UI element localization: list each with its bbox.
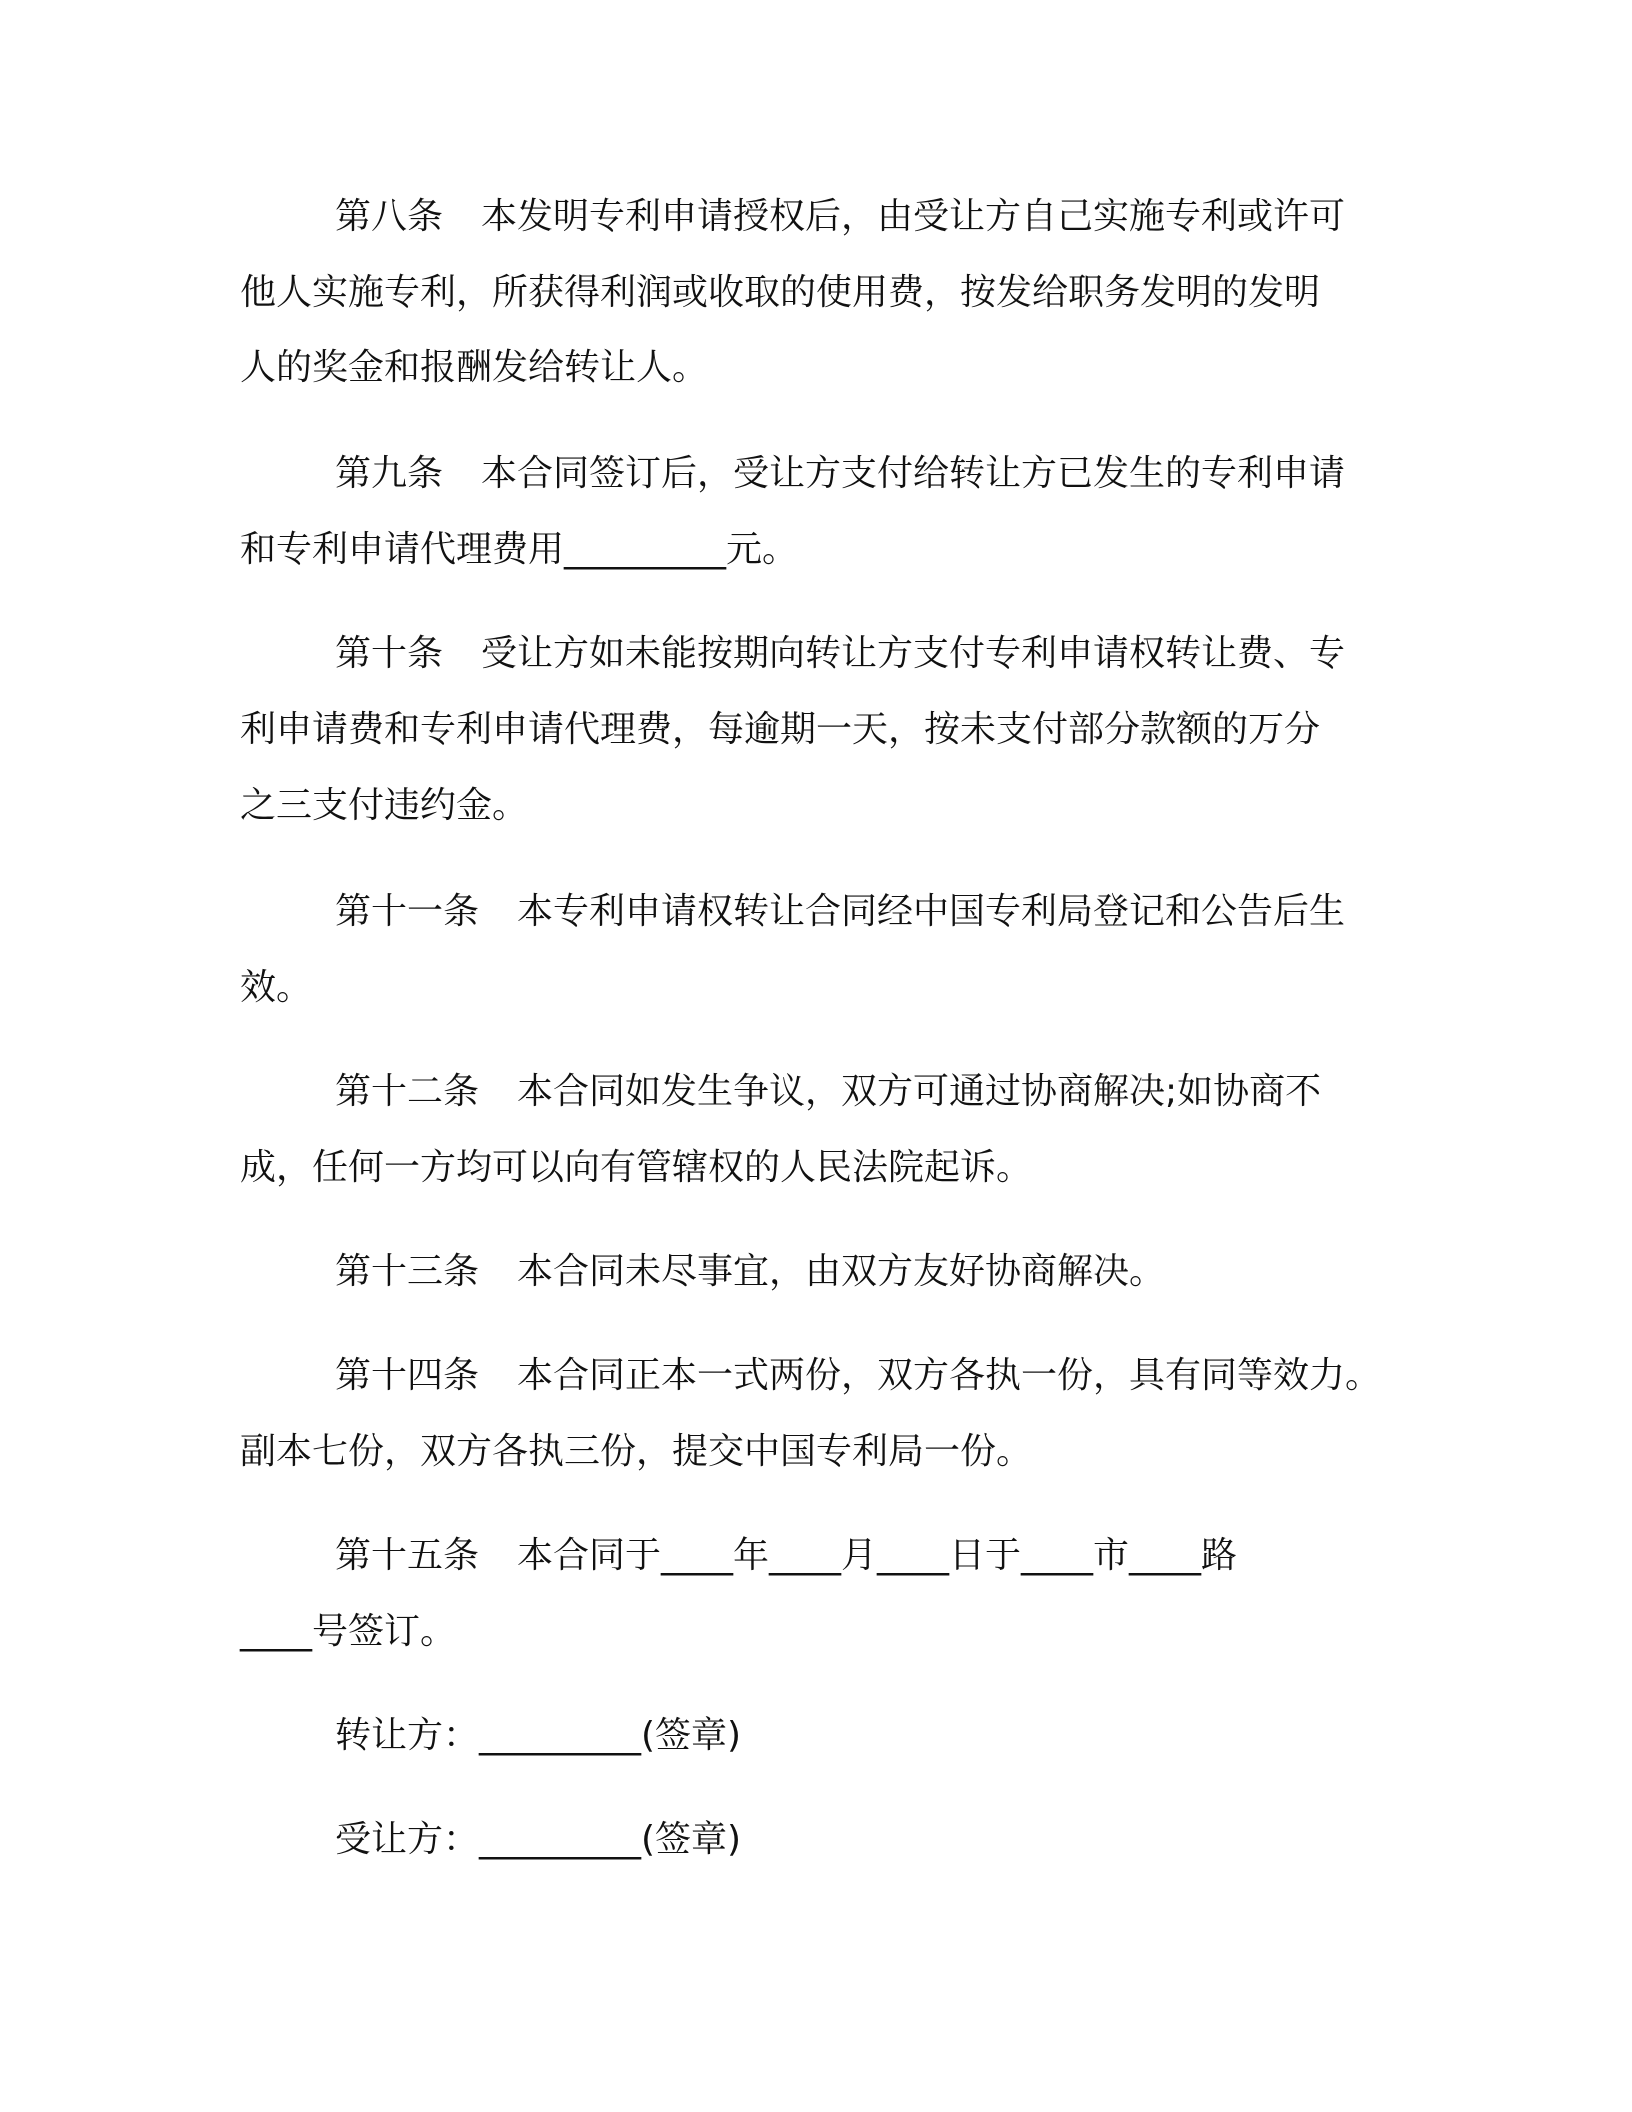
article-10-line-1	[335, 632, 1345, 676]
article-10-heading: 第十条	[335, 633, 444, 674]
article-8-line-3	[240, 346, 708, 390]
article-14-line-2	[240, 1430, 1032, 1474]
article-10-text-3: 之三支付违约金。	[240, 785, 529, 826]
article-11-text-2: 效。	[240, 967, 313, 1008]
article-11-text-1: 本专利申请权转让合同经中国专利局登记和公告后生	[517, 891, 1346, 932]
article-12-line-1	[335, 1070, 1321, 1114]
article-8-text-3: 人的奖金和报酬发给转让人。	[240, 347, 709, 388]
article-15-line-2	[240, 1610, 456, 1654]
article-12-heading: 第十二条	[335, 1071, 480, 1112]
article-8-text-2: 他人实施专利，所获得利润或收取的使用费，按发给职务发明的发明	[240, 272, 1321, 313]
article-9-text-2: 和专利申请代理费用_________元。	[240, 529, 799, 570]
article-8-line-1	[335, 195, 1345, 239]
article-14-text-1: 本合同正本一式两份，双方各执一份，具有同等效力。	[517, 1355, 1382, 1396]
article-9-line-2	[240, 528, 798, 572]
article-12-text-1: 本合同如发生争议，双方可通过协商解决;如协商不	[517, 1071, 1322, 1112]
article-9-heading: 第九条	[335, 453, 444, 494]
article-12-text-2: 成，任何一方均可以向有管辖权的人民法院起诉。	[240, 1147, 1033, 1188]
article-10-text-1: 受让方如未能按期向转让方支付专利申请权转让费、专	[481, 633, 1346, 674]
transferor-signature-line	[335, 1714, 741, 1758]
article-12-line-2	[240, 1146, 1032, 1190]
article-13-line-1	[335, 1250, 1165, 1294]
article-8-line-2	[240, 271, 1320, 315]
article-15-text-1: 本合同于____年____月____日于____市____路	[517, 1535, 1238, 1576]
article-9-line-1	[335, 452, 1345, 496]
article-10-line-2	[240, 708, 1320, 752]
article-8-text-1: 本发明专利申请授权后，由受让方自己实施专利或许可	[481, 196, 1346, 237]
transferor-signature: 转让方：_________(签章)	[335, 1715, 742, 1756]
article-14-line-1	[335, 1354, 1381, 1398]
transferee-signature: 受让方：_________(签章)	[335, 1819, 742, 1860]
article-15-line-1	[335, 1534, 1237, 1578]
article-15-text-2: ____号签订。	[240, 1611, 457, 1652]
article-14-heading: 第十四条	[335, 1355, 480, 1396]
article-10-line-3	[240, 784, 528, 828]
article-9-text-1: 本合同签订后，受让方支付给转让方已发生的专利申请	[481, 453, 1346, 494]
article-11-line-2	[240, 966, 312, 1010]
article-10-text-2: 利申请费和专利申请代理费，每逾期一天，按未支付部分款额的万分	[240, 709, 1321, 750]
transferee-signature-line	[335, 1818, 741, 1862]
article-8-heading: 第八条	[335, 196, 444, 237]
article-13-heading: 第十三条	[335, 1251, 480, 1292]
article-11-heading: 第十一条	[335, 891, 480, 932]
article-13-text-1: 本合同未尽事宜，由双方友好协商解决。	[517, 1251, 1166, 1292]
article-14-text-2: 副本七份，双方各执三份，提交中国专利局一份。	[240, 1431, 1033, 1472]
article-15-heading: 第十五条	[335, 1535, 480, 1576]
article-11-line-1	[335, 890, 1345, 934]
